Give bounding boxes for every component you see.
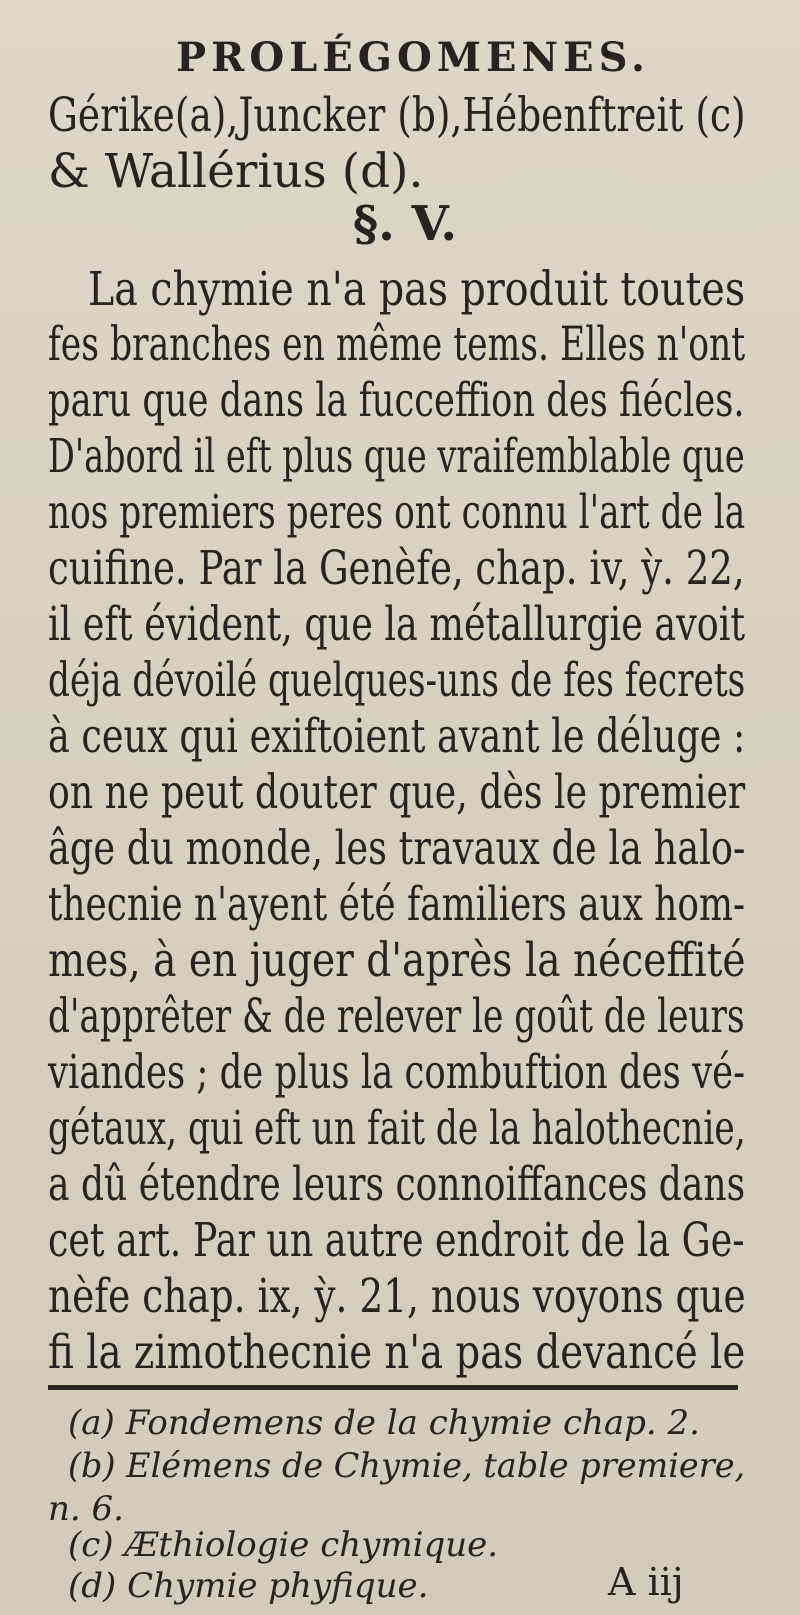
body-line: on ne peut douter que, dès le premier	[48, 765, 746, 820]
footnote: (d) Chymie phyfique.	[68, 1566, 429, 1606]
body-line: nèfe chap. ix, ỳ. 21, nous voyons que	[48, 1269, 746, 1324]
intro-line-2: & Wallérius (d).	[48, 144, 424, 199]
section-mark: §. V.	[353, 196, 458, 252]
body-line: cet art. Par un autre endroit de la Ge-	[48, 1213, 745, 1268]
body-line: viandes ; de plus la combuftion des vé-	[48, 1045, 746, 1100]
body-line: mes, à en juger d'après la néceffité	[48, 933, 746, 988]
body-line: paru que dans la fucceffion des fiécles.	[48, 373, 745, 428]
body-line: La chymie n'a pas produit toutes	[88, 262, 746, 317]
body-line: déja dévoilé quelques-uns de fes fecrets	[48, 653, 746, 708]
body-line: à ceux qui exiftoient avant le déluge :	[48, 709, 746, 764]
footnote: (a) Fondemens de la chymie chap. 2.	[68, 1403, 700, 1443]
body-line: nos premiers peres ont connu l'art de la	[48, 485, 746, 540]
body-line: fes branches en même tems. Elles n'ont	[48, 317, 746, 372]
running-head: PROLÉGOMENES.	[176, 34, 650, 81]
body-line: fi la zimothecnie n'a pas devancé le	[48, 1325, 746, 1380]
body-line: âge du monde, les travaux de la halo-	[48, 821, 746, 876]
body-line: d'apprêter & de relever le goût de leurs	[48, 989, 745, 1044]
body-line: thecnie n'ayent été familiers aux hom-	[48, 877, 746, 932]
footnote: (c) Æthiologie chymique.	[68, 1525, 499, 1565]
body-line: D'abord il eft plus que vraifemblable que	[48, 429, 745, 484]
footnote: n. 6.	[48, 1489, 124, 1529]
body-line: gétaux, qui eft un fait de la halothecnie,	[48, 1101, 746, 1156]
body-line: il eft évident, que la métallurgie avoit	[48, 597, 746, 652]
body-line: cuifine. Par la Genèfe, chap. iv, ỳ. 22,	[48, 541, 745, 596]
body-line: a dû étendre leurs connoiffances dans	[48, 1157, 746, 1212]
intro-line-1: Gérike(a),Juncker (b),Hébenftreit (c)	[48, 88, 746, 143]
footnote: (b) Elémens de Chymie, table premiere,	[68, 1446, 746, 1486]
signature-mark: A iij	[608, 1560, 684, 1604]
footnote-rule	[48, 1385, 738, 1390]
